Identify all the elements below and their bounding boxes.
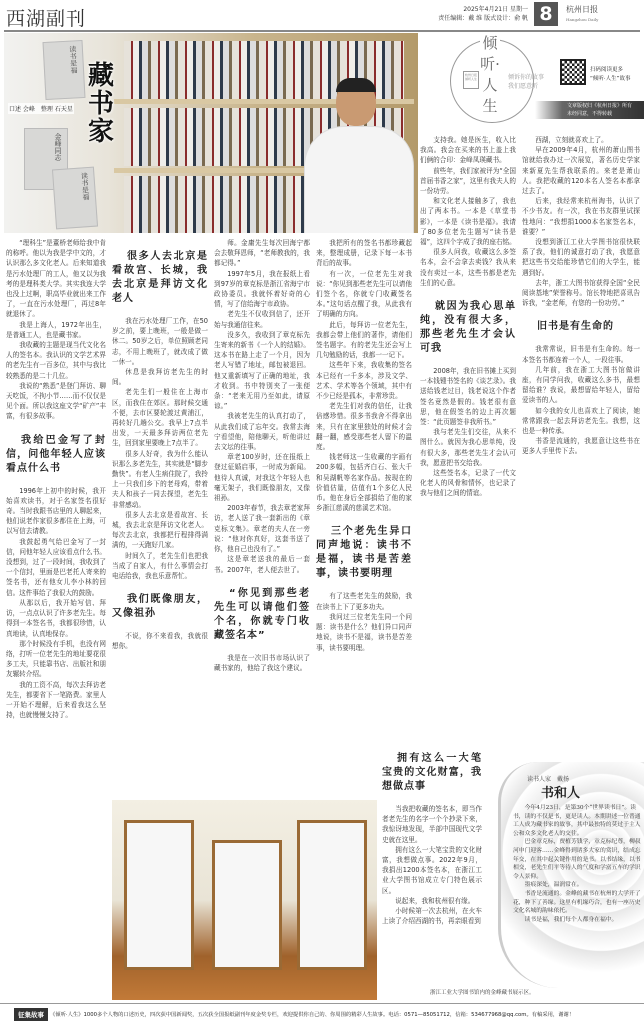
paragraph: 有一次，一位老先生对我说：“你见到那些老先生可以请他们签个名，你就专门收藏签名本。”这句话点醒了我，从此我有了明确的方向。 <box>316 269 412 319</box>
signed-note: 读书是福 <box>43 40 86 100</box>
article-column <box>6 238 106 998</box>
byline: 口述 会峰 整理 石天星 <box>8 103 74 114</box>
paragraph: 2008年，我在旧书摊上买到一本钱锺书签名的《谈艺录》。我送给钱老过目，钱老说这个作者签名竟然是假的。钱老很有意思，他在假签名的边上再次题签：“此页题签非我所书。” <box>420 367 516 427</box>
reader-body <box>513 804 641 924</box>
slogan-line: 我们愿意听 <box>508 83 539 90</box>
column-brand-box <box>420 33 644 130</box>
article-column <box>522 135 640 755</box>
article-column <box>316 238 412 798</box>
paragraph: 我在污水处理厂工作，在50岁之前，要上晚班，一般是做一休二。50岁之后，单位照顾老同志，不用上晚班了，就改成了做一休一。 <box>112 317 208 366</box>
signed-note: 读书是福 <box>52 167 98 230</box>
footer-label: 征集故事 <box>14 1008 48 1021</box>
feature-photo <box>4 33 418 233</box>
paragraph: 几年前，我在浙工大图书馆做讲座，有同学问我，收藏这么多书，最想留给谁？我说，最想留给年轻人，留给爱读书的人。 <box>522 365 640 405</box>
display-board <box>124 820 194 970</box>
section-heading: 很多人去北京是看故宫、长城，我去北京是拜访文化老人 <box>112 251 208 304</box>
section-heading: “你见到那些老先生可以请他们签个名，你就专门收藏签名本” <box>214 587 310 641</box>
paragraph: 这是章老送我的最后一套书。2007年，老人便去世了。 <box>214 555 310 574</box>
paragraph: 老先生们一般住在上海市区，而我住在郊区。那时候交通不便，去市区要轮渡过黄浦江，再转好几趟公交。我早上7点半出发，一天最多拜访两位老先生，回到家里要晚上7点半了。 <box>112 388 208 448</box>
section-heading: 三个老先生异口同声地说：读书不是福，读书是苦差事，读书要明理 <box>316 526 412 580</box>
paragraph: 我与老先生们交往，从来不图什么。就因为我心思单纯，没有很大多，那些老先生才会认可我，愿意把书交给我。 <box>420 428 516 467</box>
paragraph: 如今我的女儿也喜欢上了阅读，她常常跟我一起去拜访老先生。我想，这也是一种传承。 <box>522 406 640 436</box>
section-heading: 我给巴金写了封信，问他年轻人应该看点什么书 <box>6 434 106 474</box>
display-board <box>212 840 282 970</box>
seal-icon: 杭州日报倾听人生 <box>463 71 479 89</box>
reader-paragraph: 墨痕深处，温润常在。 <box>524 882 583 889</box>
paper-logo-text: 杭州日报 <box>566 5 598 14</box>
paragraph: 小时候第一次去杭州，在火车上读了介绍西湖的书，再亲眼看到 <box>382 907 482 926</box>
paragraph: 有了这些老先生的鼓励，我在读书上下了更多功夫。 <box>316 592 412 611</box>
portrait <box>304 78 414 233</box>
photo-caption: 浙江工业大学图书馆内的金峰藏书展示区。 <box>430 990 535 996</box>
page-number: 8 <box>534 2 558 26</box>
paragraph: 后来，我经常来杭州淘书，认识了不少书友。有一次，我在书友群里试探性地问：“我想捐1000本名家签名本，谁要？” <box>522 197 640 236</box>
paragraph: 很多人问我，收藏这么多签名本，会不会拿去卖钱？我从来没有卖过一本，这些书都是老先生们的心意。 <box>420 248 516 287</box>
paragraph: 这些年下来，我收集的签名本已经有一千多本，涉及文学、艺术、学术等各个领域，其中有不少已经是孤本，非常珍贵。 <box>316 361 412 401</box>
reader-title: 书和人 <box>541 786 581 801</box>
paragraph: 很多人去北京是看故宫、长城，我去北京是拜访文化老人。每次去北京，我都把行程排得满满的，一天跑好几家。 <box>112 510 208 550</box>
paragraph: 我收藏的主题是现当代文化名人的签名本。我认识的文学艺术界的老先生有一百多位，其中与我比较熟悉的是二十几位。 <box>6 341 106 380</box>
header-rule <box>4 30 640 32</box>
column-name: 倾听·人生 <box>480 34 500 115</box>
paragraph: 师。金庸先生每次回海宁都会去敬拜恩师，“老师教我的，我都记得。” <box>214 239 310 268</box>
qr-caption-line: “倾听·人生”故事 <box>590 76 631 82</box>
paragraph: 钱老师这一生收藏的字画有200多幅，包括齐白石、张大千和吴湖帆等名家作品。按现在的价值估量，估值有1个多亿人民币。他在身后全部捐给了他的家乡浙江慈溪的慈溪艺术馆。 <box>316 453 412 513</box>
paragraph: 休息是我拜访老先生的时间。 <box>112 368 208 387</box>
paragraph: 没想到浙江工业大学图书馆很快联系了我，他们的诚意打动了我，我愿意把这些书交给能珍惜它们的大学生，能遇到好。 <box>522 238 640 277</box>
paragraph: 早在2009年4月，杭州的萧山图书馆就给我办过一次展览，著名历史学家来新夏先生帮我联系的。来老是萧山人。我把收藏的120本名人签名本都拿过去了。 <box>522 146 640 196</box>
article-column <box>382 740 482 985</box>
issue-meta <box>438 5 528 23</box>
paragraph: 没多久，我收到了章克标先生寄来的新书《一个人的结婚》。这本书在路上走了一个月，因为老人写错了地址，邮包被退回。他又重新填写了正确的地址，我才收到。书中特别夹了一张便条：“老来无用乃至如此，请原谅。” <box>214 330 310 411</box>
paragraph: 章老100岁时，还在报纸上登过征婚启事，一时成为新闻。他待人真诚，对我这个年轻人也毫无架子，我们既像朋友，又像祖孙。 <box>214 453 310 503</box>
issue-date: 2025年4月21日 星期一 <box>463 6 528 13</box>
qr-code-icon[interactable] <box>560 59 586 85</box>
slogan-line: 倾诉你的故事 <box>508 74 545 81</box>
paragraph: 我的工资不高，每次去拜访老先生，都要省下一笔路费。家里人一开始不理解，后来看我这么坚持，也就慢慢支持了。 <box>6 680 106 720</box>
reader-commentary-box <box>498 762 644 988</box>
exhibit-photo <box>112 800 377 1000</box>
editors: 责任编辑：戴 维 版式设计：俞 帆 <box>438 15 528 22</box>
paragraph: 去年，浙工大图书馆获得全国“全民阅读基地”荣誉称号。馆长特地把喜讯告诉我，“金老师，有您的一份功劳。” <box>522 278 640 308</box>
section-heading: 旧书是有生命的 <box>537 321 614 333</box>
paragraph: 当我把收藏的签名本，即当作者老先生的名字一个个抄录下来，我惊讶地发现，半部中国现代文学史就在这里。 <box>382 805 482 844</box>
paragraph: 此后，每拜访一位老先生，我都会带上他们的著作，请他们签名题字。有的老先生还会写上几句勉励的话，我都一一记下。 <box>316 320 412 360</box>
slogan <box>508 73 544 91</box>
feature-title: 藏书家 <box>88 61 115 147</box>
reader-paragraph: 书香是流通的。金峰的藏书在杭州的大学开了花，种下了善缘。这里有机缘巧合，也有一座历史文化名城的韵味依托。 <box>513 890 641 915</box>
reader-paragraph: 巴金章克标，贾植芳钱学，章克标纪尊，柳叔河申门迎客……金峰得到诸多大家的赏识，结成忘年交，在其中起关键作用的是书。以书结缘，以书相交，老先生们平等待人的气度和学富五车的学识令人景仰。 <box>513 839 641 880</box>
section-heading: 就因为我心思单纯，没有很大多，那些老先生才会认可我 <box>420 301 516 355</box>
qr-caption-line: 扫码阅读更多 <box>590 67 624 73</box>
display-board <box>297 820 367 970</box>
section-heading: 拥有这么一大笔宝贵的文化财富，我想做点事 <box>382 753 482 792</box>
paragraph: 那个时候没有手机，也没有网络，打听一位老先生的地址要花很多工夫，只能靠书店、出版社和朋友辗转介绍。 <box>6 639 106 679</box>
paragraph: 支持我。她是医生，收入比我高。我会在买来的书上盖上我们俩的合印：金峰凤瑛藏书。 <box>420 136 516 165</box>
copyright-line: 未经同意，不得转载 <box>567 111 613 117</box>
paragraph: 我把所有的签名书都珍藏起来，整理成册，记录下每一本书背后的故事。 <box>316 239 412 268</box>
paragraph: “理科生”是董桥老师给我中肯的称呼。他以为我是学中文的，才认识那么多文化老人。后来知道我是污水处理厂的工人，他又以为我考的是理科类大学。其实我连大学也没上过啊，职高毕业就出来工作了，一直在污水处理厂，再过8年就退休了。 <box>6 239 106 319</box>
paragraph: 说起来，我和杭州很有缘。 <box>395 896 475 905</box>
paragraph: 我说的“熟悉”是登门拜访、聊天吃饭，不拘小节……而不仅仅是见个面。所以我这座文学“矿产”丰富，有很多故事。 <box>6 381 106 421</box>
reader-paragraph: 读书是福，我们每个人都身在福中。 <box>524 916 618 923</box>
article-column <box>112 238 208 798</box>
footer-text: 《倾听·人生》1000多个人物的口述历史，四次获中国新闻奖，五次获全国报纸副刊年度金奖专栏，欢迎提供你自己的、你周围的精彩人生故事。电话：0571—85051712，信箱：534677968@qq.com。有稿采用，谢谢！ <box>50 1012 575 1018</box>
reader-paragraph: 今年4月23日，是第30个“世界读书日”。读书，读的不仅是书，更是读人。本期讲述一位普通工人成为藏书家的故事，其中最独特的莫过于主人公和众多文化老人的交往。 <box>513 805 641 837</box>
copyright-line: 文章版权归《杭州日报》所有 <box>567 103 633 109</box>
paragraph: 老先生们对我的信任，让我倍感珍惜。很多书我舍不得拿出来，只有在家里独处的时候才会翻一翻，感受那些老人留下的温度。 <box>316 402 412 452</box>
footer <box>0 1003 644 1024</box>
paragraph: 老先生不仅收到信了，还开始与我通信往来。 <box>214 310 310 329</box>
paragraph: 我是在一次旧书市场认识了藏书家的，他给了我这个建议。 <box>214 653 310 672</box>
paragraph: 1997年5月，我在报纸上看到97岁的章克标是浙江省海宁市政协委员。我就怀着好奇的心情，写了信给海宁市政协。 <box>214 269 310 309</box>
paragraph: 2003年春节，我去章老家拜访，老人送了我一套新出的《章克标文集》。章老的夫人在一旁说：“他对你真好，这套书送了你，他自己也没有了。” <box>214 504 310 554</box>
article-column <box>214 238 310 798</box>
paragraph: 拥有这么一大笔宝贵的文化财富，我想做点事。2022年9月，我捐出1200本签名本，在浙江工业大学图书馆成立专门特色展示区。 <box>382 845 482 895</box>
section-title: 西湖副刊 <box>6 8 87 30</box>
paper-logo-en: Hangzhou Daily <box>566 17 599 22</box>
paragraph: 我是上海人，1972年出生，是普通工人，也是藏书家。 <box>6 320 106 339</box>
qr-caption <box>590 66 630 84</box>
paragraph: 1996年上初中的时候，我开始喜欢读书，对于名家签名很好奇。当时我跟书店里的人聊起来，他们说老作家很多都住在上海，可以写信去请教。 <box>6 486 106 536</box>
paper-logo <box>566 5 598 25</box>
signed-note: 金峰同志 <box>24 128 68 190</box>
paragraph: 时间久了，老先生们也把我当成了自家人，有什么事情会打电话给我，我也乐意帮忙。 <box>112 551 208 581</box>
article-column <box>420 135 516 735</box>
section-heading: 我们既像朋友，又像祖孙 <box>112 594 208 620</box>
copyright-notice <box>535 101 644 119</box>
paragraph: 我被老先生的认真打动了，从此我们成了忘年交。我常去海宁看望他，陪他聊天，听他讲过去文坛的往事。 <box>214 412 310 452</box>
paragraph: 从那以后，我开始写信、拜访，一点点认识了许多老先生。每得到一本签名书，我都很珍惜，认真地读，认真地保存。 <box>6 598 106 638</box>
paragraph: 前些年，我们家被评为“全国首届书香之家”，这里有我夫人的一份功劳。 <box>420 166 516 196</box>
paragraph: 不说，你不来看我，我就很想你。 <box>112 632 208 651</box>
paragraph: 我问过三位老先生同一个问题：读书是什么？他们异口同声地说，读书不是福，读书是苦差事，读书要明理。 <box>316 612 412 652</box>
paragraph: 我鼓起勇气给巴金写了一封信，问他年轻人应该看点什么书。没想到，过了一段时间，我收到了一个信封，里面是巴老托人寄来的签名书，还有他女儿李小林的回信。这件事给了我很大的鼓励。 <box>6 537 106 597</box>
paragraph: 西湖，立刻就喜欢上了。 <box>535 136 608 144</box>
paragraph: 很多人好奇，我为什么能认识那么多老先生，其实就是“脚步勤快”。有老人生病住院了，我拎上一只我们乡下的老母鸡，带着夫人和孩子一同去探望，老先生非常感动。 <box>112 449 208 509</box>
reader-label: 读书人家 戴扬 <box>527 776 570 783</box>
paragraph: 和文化老人接触多了，我也出了两本书。一本是《草堂书影》，一本是《读书是福》。我请了80多位老先生题写“读书是福”，这四个字成了我的座右铭。 <box>420 197 516 247</box>
paragraph: 书香是流通的，我愿意让这些书在更多人手里传下去。 <box>522 437 640 456</box>
paragraph: 我常常说，旧书是有生命的。每一本签名书都连着一个人，一段往事。 <box>522 345 640 364</box>
paragraph: 这些签名本，记录了一代文化老人的风骨和情怀，也记录了我与他们之间的情谊。 <box>420 469 516 498</box>
